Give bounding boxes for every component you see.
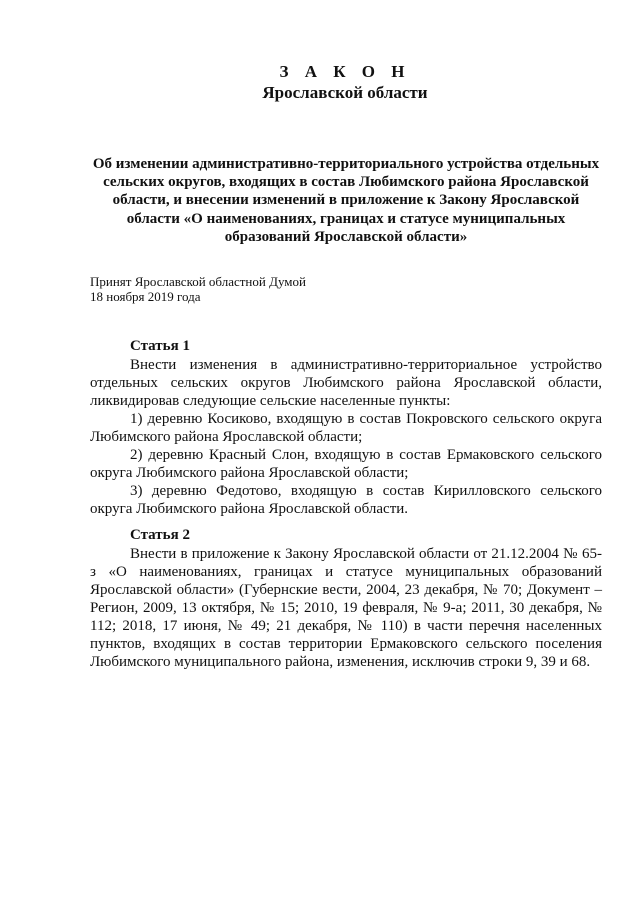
- article-1-heading: Статья 1: [130, 338, 190, 354]
- law-region-heading: Ярославской области: [262, 83, 428, 102]
- adoption-info: [90, 274, 490, 304]
- law-title: Об изменении административно-территориального устройства отдельных сельских округов, входящих в состав Любимского района Ярославской области, и внесении изменений в приложение к Закону Ярославской области «О наименованиях, границах и статусе муниципальных образований Ярославской области»: [92, 156, 600, 245]
- article-1: [90, 337, 602, 518]
- adoption-body: Принят Ярославской областной Думой: [90, 274, 306, 289]
- article-2-text: Внести в приложение к Закону Ярославской области от 21.12.2004 № 65-з «О наименованиях, границах и статусе муниципальных образований Ярославской области» (Губернские вести, 2004, 23 декабря, № 70; Документ – Регион, 2009, 13 октября, № 15; 2010, 19 февраля, № 9-а; 2011, 30 декабря, № 112; 2018, 17 июня, № 49; 21 декабря, № 110) в части перечня населенных пунктов, входящих в состав территории Ермаковского сельского поселения Любимского муниципального района, изменения, исключив строки 9, 39 и 68.: [90, 546, 602, 670]
- article-1-item-1: 1) деревню Косиково, входящую в состав Покровского сельского округа Любимского района Ярославской области;: [90, 411, 602, 445]
- article-1-item-2: 2) деревню Красный Слон, входящую в состав Ермаковского сельского округа Любимского района Ярославской области;: [90, 447, 602, 481]
- article-2-heading: Статья 2: [130, 527, 190, 543]
- article-2: [90, 526, 602, 671]
- article-1-intro: Внести изменения в административно-территориальное устройство отдельных сельских округов Любимского района Ярославской области, ликвидировав следующие сельские населенные пункты:: [90, 357, 602, 409]
- law-heading: З А К О Н: [279, 62, 411, 81]
- adoption-date: 18 ноября 2019 года: [90, 289, 201, 304]
- article-1-item-3: 3) деревню Федотово, входящую в состав Кирилловского сельского округа Любимского района Ярославской области.: [90, 483, 602, 517]
